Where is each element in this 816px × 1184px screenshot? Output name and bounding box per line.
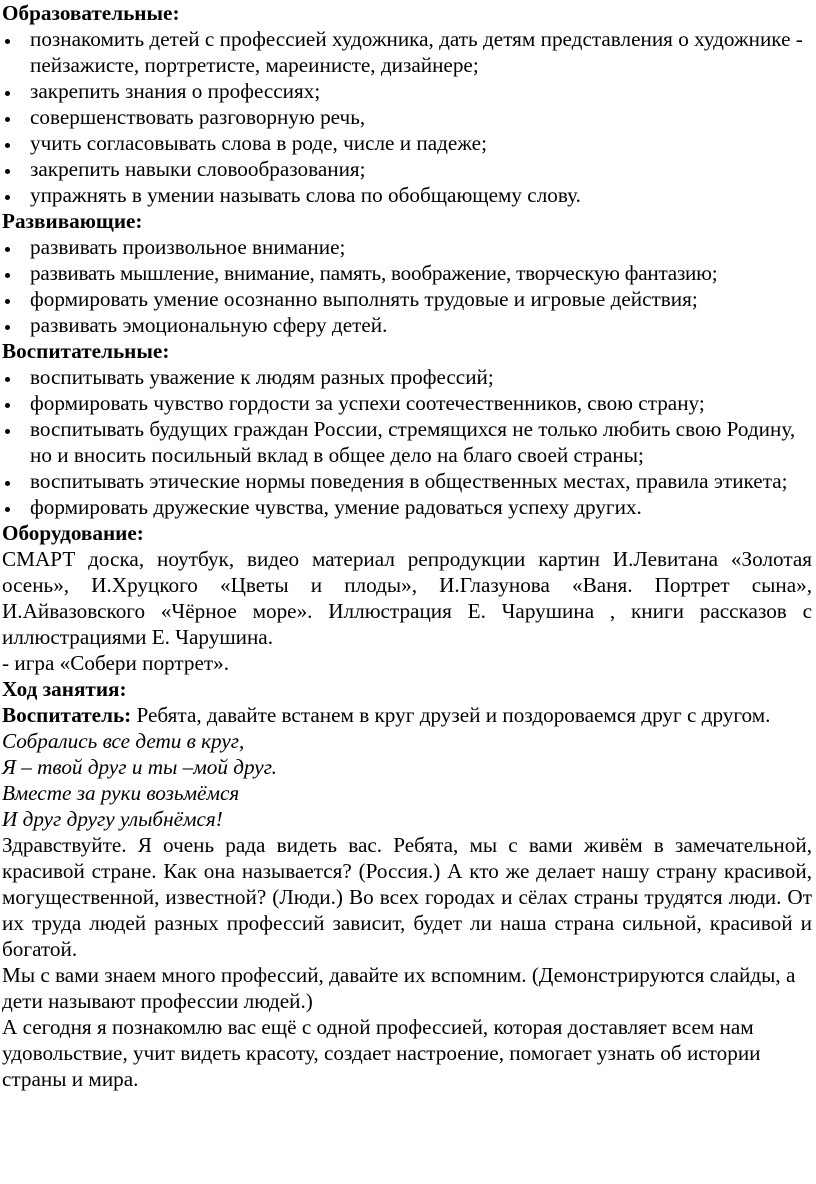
teacher-text: Ребята, давайте встанем в круг друзей и поздороваемся друг с другом. bbox=[131, 703, 771, 727]
lesson-heading: Ход занятия: bbox=[2, 677, 127, 701]
educational-heading: Образовательные: bbox=[2, 1, 180, 25]
teacher-line bbox=[2, 702, 812, 728]
list-item: формировать умение осознанно выполнять трудовые и игровые действия; bbox=[2, 286, 812, 312]
lesson-paragraph: А сегодня я познакомлю вас ещё с одной профессией, которая доставляет всем нам удовольствие, учит видеть красоту, создает настроение, помогает узнать об истории страны и мира. bbox=[2, 1015, 761, 1091]
list-item: формировать дружеские чувства, умение радоваться успеху других. bbox=[2, 494, 812, 520]
poem-line: И друг другу улыбнёмся! bbox=[2, 807, 223, 831]
list-item: воспитывать уважение к людям разных профессий; bbox=[2, 364, 812, 390]
lesson-paragraph: Мы с вами знаем много профессий, давайте их вспомним. (Демонстрируются слайды, а дети называют профессии людей.) bbox=[2, 963, 796, 1013]
developing-list bbox=[2, 234, 812, 338]
list-item: воспитывать будущих граждан России, стремящихся не только любить свою Родину, но и вносить посильный вклад в общее дело на благо своей страны; bbox=[2, 416, 812, 468]
poem-line: Собрались все дети в круг, bbox=[2, 729, 245, 753]
list-item: развивать мышление, внимание, память, воображение, творческую фантазию; bbox=[2, 260, 812, 286]
list-item: учить согласовывать слова в роде, числе и падеже; bbox=[2, 130, 812, 156]
list-item: развивать произвольное внимание; bbox=[2, 234, 812, 260]
lesson-paragraph: Здравствуйте. Я очень рада видеть вас. Ребята, мы с вами живём в замечательной, красивой стране. Как она называется? (Россия.) А кто же делает нашу страну красивой, могущественной, известной? (Люди.) Во всех городах и сёлах страны трудятся люди. От их труда людей разных профессий зависит, будет ли наша страна сильной, красивой и богатой. bbox=[2, 833, 812, 961]
list-item: формировать чувство гордости за успехи соотечественников, свою страну; bbox=[2, 390, 812, 416]
equipment-text: СМАРТ доска, ноутбук, видео материал репродукции картин И.Левитана «Золотая осень», И.Хруцкого «Цветы и плоды», И.Глазунова «Ваня. Портрет сына», И.Айвазовского «Чёрное море». Иллюстрация Е. Чарушина , книги рассказов с иллюстрациями Е. Чарушина. bbox=[2, 547, 812, 649]
equipment-game: - игра «Собери портрет». bbox=[2, 651, 230, 675]
poem-line: Вместе за руки возьмёмся bbox=[2, 781, 240, 805]
list-item: познакомить детей с профессией художника, дать детям представления о художнике - пейзажисте, портретисте, марeинисте, дизайнере; bbox=[2, 26, 812, 78]
poem-line: Я – твой друг и ты –мой друг. bbox=[2, 755, 277, 779]
list-item: упражнять в умении называть слова по обобщающему слову. bbox=[2, 182, 812, 208]
list-item: совершенствовать разговорную речь, bbox=[2, 104, 812, 130]
list-item: закрепить навыки словообразования; bbox=[2, 156, 812, 182]
list-item: воспитывать этические нормы поведения в общественных местах, правила этикета; bbox=[2, 468, 812, 494]
equipment-heading: Оборудование: bbox=[2, 521, 144, 545]
list-item: закрепить знания о профессиях; bbox=[2, 78, 812, 104]
list-item: развивать эмоциональную сферу детей. bbox=[2, 312, 812, 338]
teacher-label: Воспитатель: bbox=[2, 703, 132, 727]
upbringing-heading: Воспитательные: bbox=[2, 339, 170, 363]
educational-list bbox=[2, 26, 812, 208]
upbringing-list bbox=[2, 364, 812, 520]
developing-heading: Развивающие: bbox=[2, 209, 143, 233]
